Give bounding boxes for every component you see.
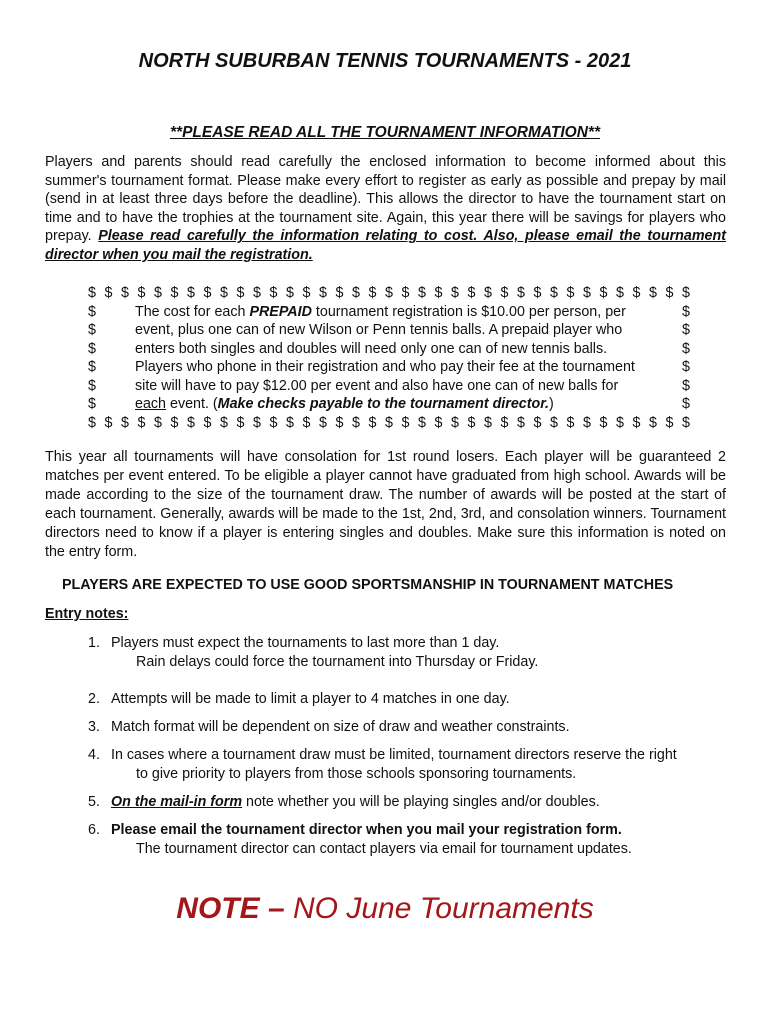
intro-text: Players and parents should read carefully the enclosed information to become informed about this summer's tournament format. Please make every effort to register as early as possible and prepay by mail (send in at least three days before the deadline). This allows the director to have the tournament start on time and to have the trophies at the tournament site. Again, this year there will be savings for players who prepay. [45,154,726,245]
item-number: 1. [88,635,100,651]
dollar-sign: $ [682,359,690,375]
dollar-sign: $ [566,414,575,431]
cost-text: ) [549,396,554,412]
dollar-sign: $ [500,414,509,431]
prepaid-emphasis: PREPAID [249,303,312,320]
dollar-sign: $ [500,285,509,301]
cost-line [88,358,690,377]
dollar-sign: $ [220,414,228,431]
consolation-paragraph: This year all tournaments will have consolation for 1st round losers. Each player will be guaranteed 2 matches per event entered. To be eligible a player cannot have graduated from high school. Awards will be made according to the size of the tournament draw. The number of awards will be posted at the start of each tournament. Generally, awards will be made to the 1st, 2nd, 3rd, and consolation winners. Tournament directors need to know if a player is entering singles and doubles. Make sure this information is noted on the entry form. [45,449,726,560]
dollar-sign: $ [368,285,377,301]
dollar-sign: $ [451,285,459,301]
dollar-sign: $ [187,285,195,301]
cost-text: site will have to pay $12.00 per event and also have one can of new balls for [135,377,619,394]
dollar-sign: $ [88,340,96,357]
cost-line [88,340,690,359]
dollar-border-top [88,284,690,303]
intro-emphasis: Please read carefully the information relating to cost. Also, please email the tournament director when you mail the registration. [45,228,726,263]
dollar-sign: $ [154,414,162,431]
dollar-sign: $ [682,414,690,431]
document-title: NORTH SUBURBAN TENNIS TOURNAMENTS - 2021 [138,50,632,72]
dollar-sign: $ [533,285,542,301]
cost-box [88,284,690,432]
intro-paragraph [45,153,726,265]
dollar-sign: $ [649,285,657,301]
sportsmanship-heading: PLAYERS ARE EXPECTED TO USE GOOD SPORTSMANSHIP IN TOURNAMENT MATCHES [62,577,674,593]
dollar-sign: $ [434,414,443,431]
dollar-sign: $ [104,414,113,431]
dollar-sign: $ [401,414,410,431]
dollar-sign: $ [451,414,459,431]
dollar-sign: $ [682,396,690,412]
dollar-sign: $ [467,285,476,301]
dollar-sign: $ [484,285,492,301]
each-emphasis: each [135,396,167,412]
dollar-sign: $ [566,285,575,301]
item-subtext: to give priority to players from those schools sponsoring tournaments. [136,766,577,782]
dollar-sign: $ [88,377,96,394]
dollar-sign: $ [121,285,129,301]
dollar-sign: $ [583,414,591,431]
dollar-sign: $ [88,322,96,338]
item-number: 2. [88,691,100,707]
dollar-sign: $ [335,414,344,431]
dollar-sign: $ [467,414,476,431]
dollar-sign: $ [434,285,443,301]
dollar-sign: $ [137,285,146,301]
dollar-sign: $ [665,285,674,301]
dollar-sign: $ [616,414,624,431]
dollar-sign: $ [203,285,212,301]
dollar-sign: $ [269,285,278,301]
dollar-sign: $ [302,414,311,431]
cost-text: enters both singles and doubles will need only one can of new tennis balls. [135,340,608,357]
item-subtext: The tournament director can contact players via email for tournament updates. [136,841,632,857]
dollar-sign: $ [187,414,195,431]
dollar-sign: $ [401,285,410,301]
item-subtext: Rain delays could force the tournament into Thursday or Friday. [136,654,539,670]
dollar-sign: $ [203,414,212,431]
cost-line [88,377,690,396]
dollar-sign: $ [550,285,558,301]
final-note [0,892,770,926]
item-text: note whether you will be playing singles and/or doubles. [242,794,600,810]
cost-line [88,395,690,414]
dollar-sign: $ [170,414,179,431]
dollar-sign: $ [236,285,245,301]
dollar-sign: $ [599,285,608,301]
dollar-sign: $ [286,285,294,301]
dollar-sign: $ [352,285,360,301]
dollar-sign: $ [632,414,641,431]
item-text: Attempts will be made to limit a player to 4 matches in one day. [111,691,510,707]
cost-text: tournament registration is $10.00 per person, per [311,303,626,320]
dollar-sign: $ [319,285,327,301]
dollar-sign: $ [88,285,96,301]
dollar-sign: $ [682,303,690,320]
dollar-sign: $ [517,285,525,301]
item-number: 3. [88,719,100,735]
dollar-sign: $ [253,285,261,301]
dollar-sign: $ [616,285,624,301]
mail-in-form-emphasis: On the mail-in form [111,794,243,810]
dollar-sign: $ [682,377,690,394]
item-number: 5. [88,794,100,810]
dollar-sign: $ [121,414,129,431]
dollar-sign: $ [253,414,261,431]
dollar-sign: $ [88,414,96,431]
cost-line [88,321,690,340]
item-text: Please email the tournament director when you mail your registration form. [111,822,622,838]
dollar-sign: $ [269,414,278,431]
item-number: 4. [88,747,100,763]
dollar-sign: $ [335,285,344,301]
dollar-sign: $ [319,414,327,431]
dollar-sign: $ [418,414,426,431]
item-text: In cases where a tournament draw must be limited, tournament directors reserve the right [111,747,677,763]
entry-notes-heading: Entry notes: [45,606,129,622]
dollar-sign: $ [583,285,591,301]
dollar-sign: $ [352,414,360,431]
dollar-sign: $ [682,285,690,301]
cost-text: The cost for each [135,303,250,320]
item-text: Players must expect the tournaments to last more than 1 day. [111,635,500,651]
item-number: 6. [88,822,100,838]
dollar-sign: $ [170,285,179,301]
dollar-sign: $ [385,285,393,301]
dollar-sign: $ [599,414,608,431]
cost-line [88,303,690,322]
final-note-label: NOTE – [176,892,293,925]
dollar-sign: $ [220,285,228,301]
dollar-sign: $ [236,414,245,431]
dollar-sign: $ [533,414,542,431]
dollar-border-bottom [88,414,690,433]
dollar-sign: $ [154,285,162,301]
dollar-sign: $ [484,414,492,431]
dollar-sign: $ [137,414,146,431]
dollar-sign: $ [550,414,558,431]
dollar-sign: $ [632,285,641,301]
final-note-text: NO June Tournaments [292,892,594,925]
dollar-sign: $ [385,414,393,431]
dollar-sign: $ [682,322,690,338]
dollar-sign: $ [88,396,96,412]
dollar-sign: $ [368,414,377,431]
dollar-sign: $ [286,414,294,431]
dollar-sign: $ [665,414,674,431]
cost-text: Players who phone in their registration and who pay their fee at the tournament [135,359,635,375]
dollar-sign: $ [682,340,690,357]
dollar-sign: $ [302,285,311,301]
document-subtitle: **PLEASE READ ALL THE TOURNAMENT INFORMATION** [170,124,600,141]
checks-payable-emphasis: Make checks payable to the tournament director. [217,396,549,412]
cost-text: event. ( [166,396,218,412]
dollar-sign: $ [517,414,525,431]
dollar-sign: $ [88,303,96,320]
item-text: Match format will be dependent on size of draw and weather constraints. [111,719,570,735]
dollar-sign: $ [418,285,426,301]
dollar-sign: $ [649,414,657,431]
dollar-sign: $ [88,359,96,375]
dollar-sign: $ [104,285,113,301]
cost-text: event, plus one can of new Wilson or Penn tennis balls. A prepaid player who [135,322,623,338]
